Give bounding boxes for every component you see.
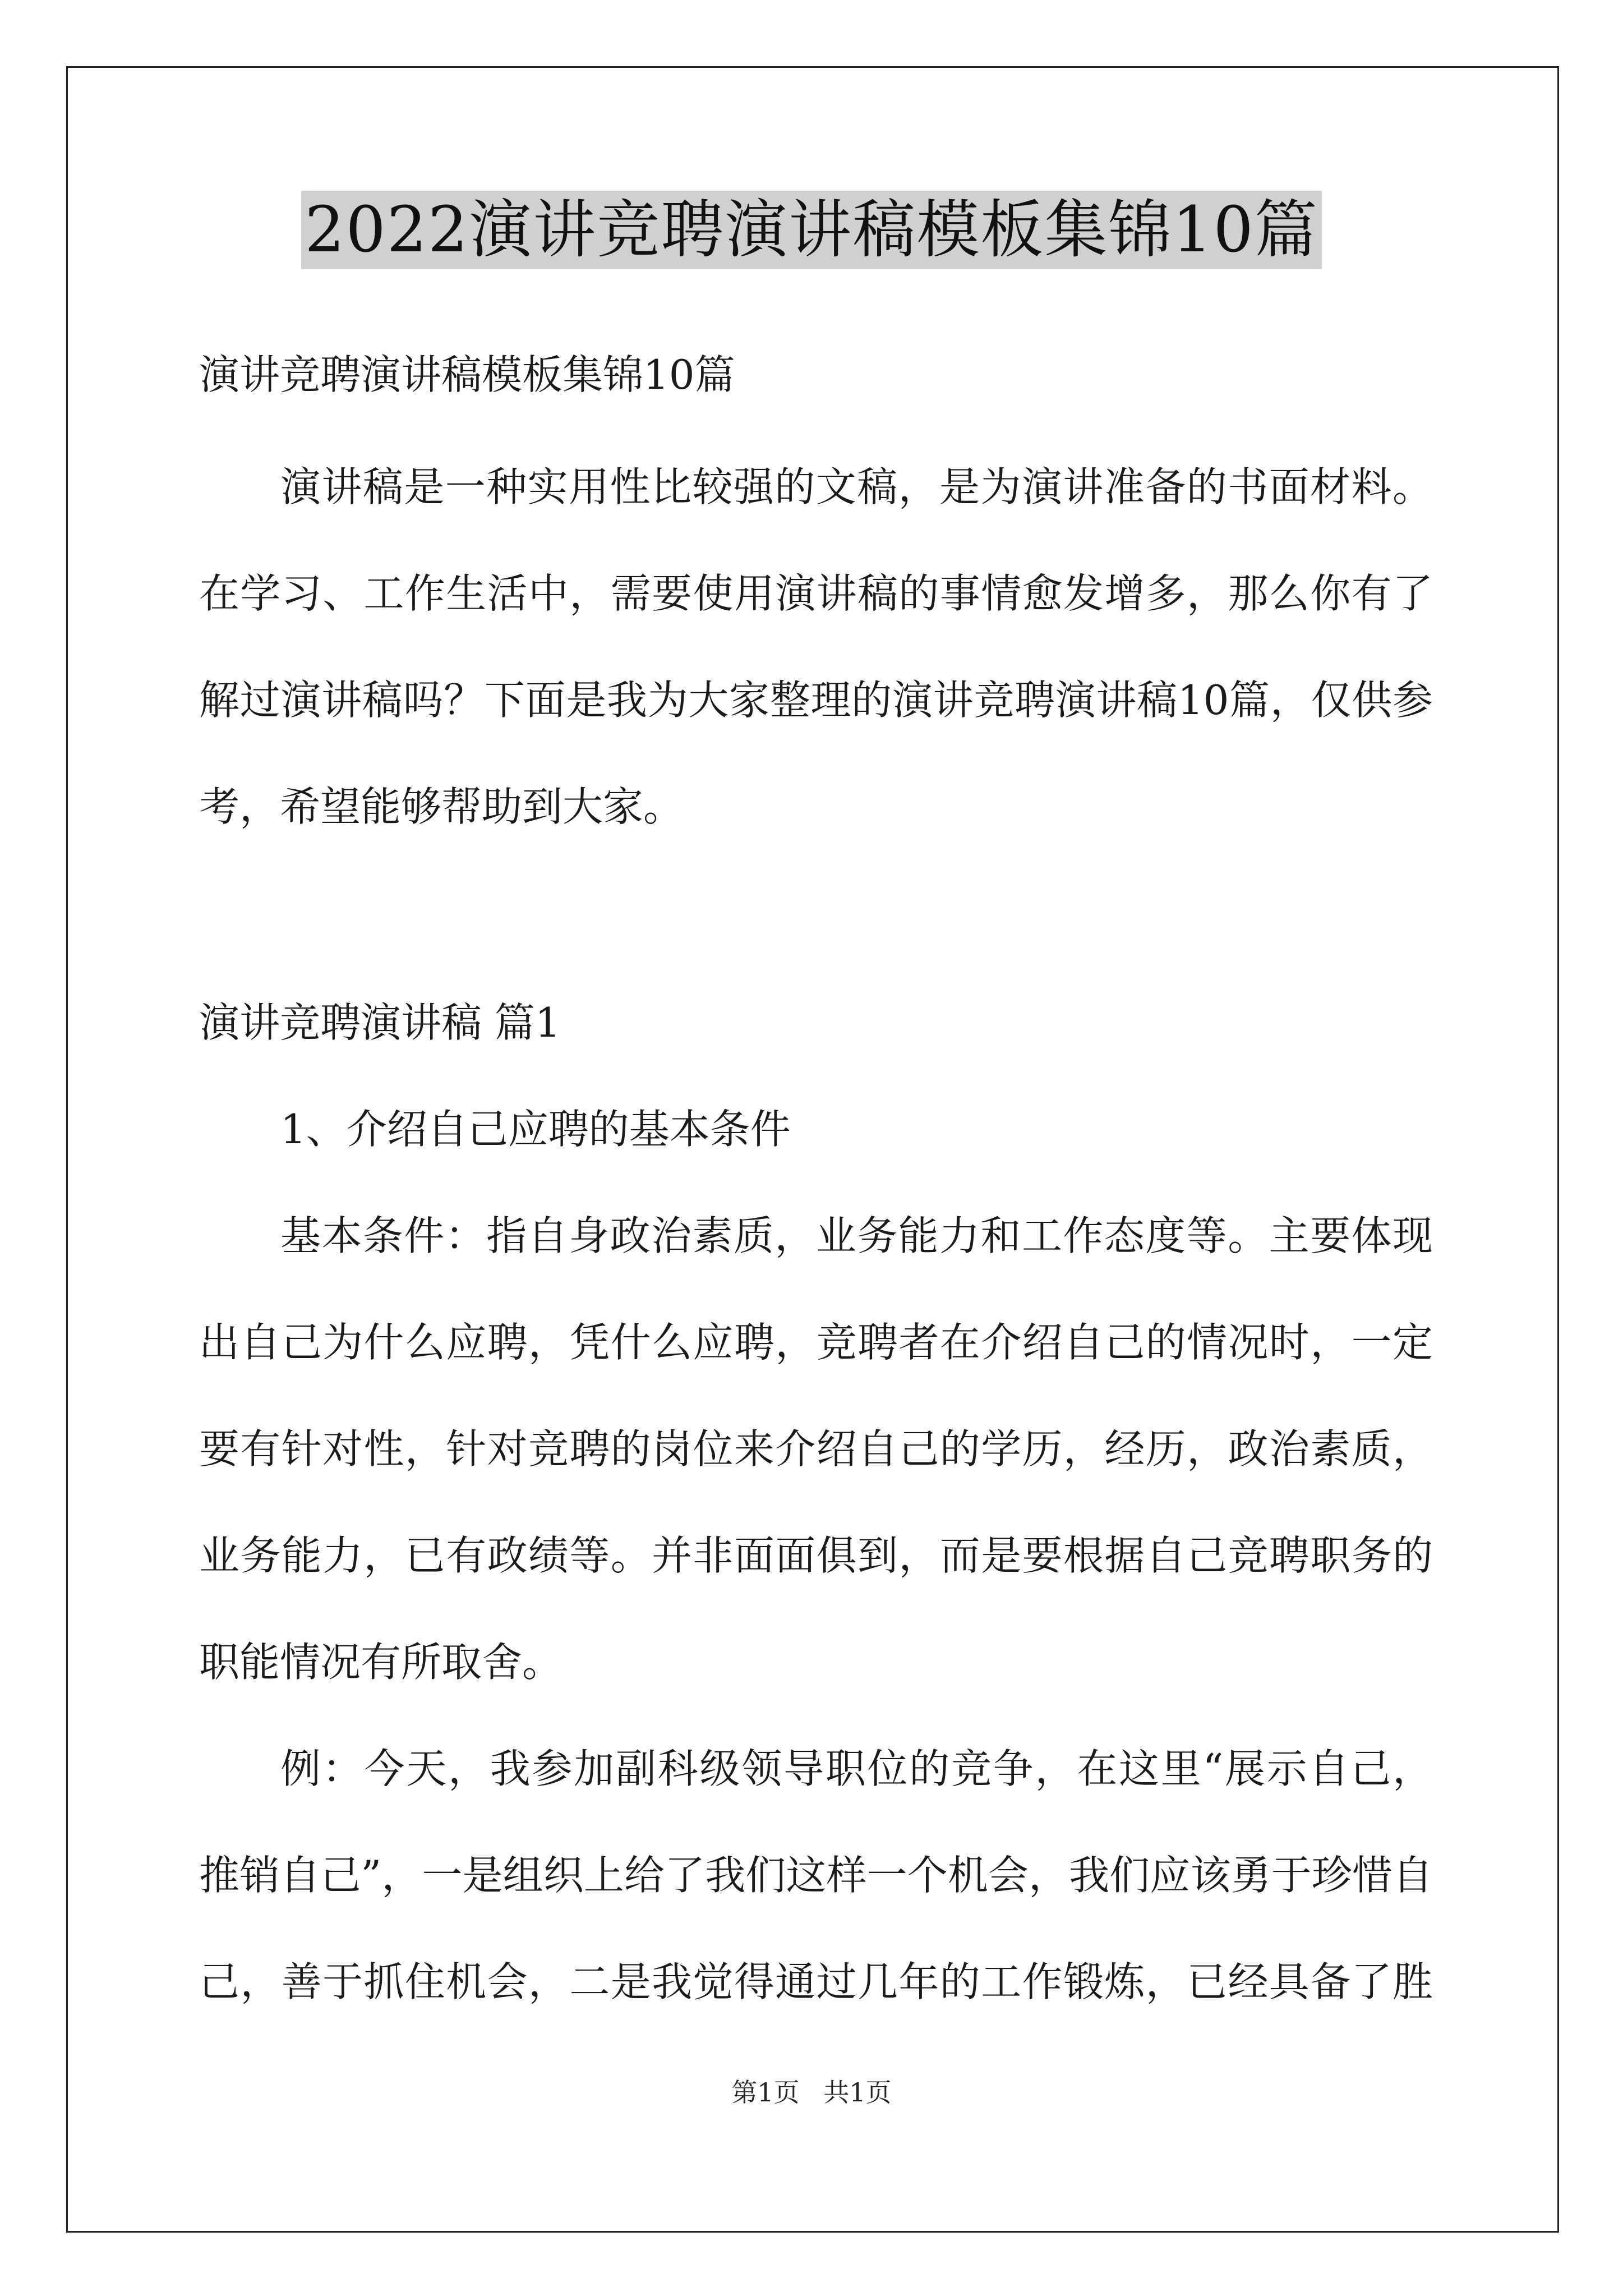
page-number: 第1页 (731, 2077, 800, 2108)
document-title: 2022演讲竞聘演讲稿模板集锦10篇 (301, 191, 1322, 269)
para2-line-1: 例：今天，我参加副科级领导职位的竞争，在这里“展示自己， (280, 1745, 1433, 1792)
section-heading: 演讲竞聘演讲稿 篇1 (199, 999, 561, 1046)
para1-line-4: 业务能力，已有政绩等。并非面面俱到，而是要根据自己竞聘职务的 (199, 1532, 1433, 1579)
para1-line-3: 要有针对性，针对竞聘的岗位来介绍自己的学历，经历，政治素质， (199, 1425, 1433, 1473)
para1-line-1: 基本条件：指自身政治素质，业务能力和工作态度等。主要体现 (280, 1212, 1433, 1259)
intro-line-3: 解过演讲稿吗？下面是我为大家整理的演讲竞聘演讲稿10篇，仅供参 (199, 677, 1433, 724)
para1-line-2: 出自己为什么应聘，凭什么应聘，竞聘者在介绍自己的情况时，一定 (199, 1319, 1433, 1366)
document-subtitle: 演讲竞聘演讲稿模板集锦10篇 (199, 351, 735, 398)
page-total: 共1页 (823, 2077, 892, 2108)
title-container (0, 191, 1623, 269)
page-footer (0, 2076, 1623, 2109)
para2-line-3: 己，善于抓住机会，二是我觉得通过几年的工作锻炼，已经具备了胜 (199, 1958, 1433, 2005)
intro-line-1: 演讲稿是一种实用性比较强的文稿，是为演讲准备的书面材料。 (280, 463, 1433, 510)
item-heading: 1、介绍自己应聘的基本条件 (280, 1106, 791, 1153)
para1-line-5: 职能情况有所取舍。 (199, 1639, 563, 1686)
intro-line-4: 考，希望能够帮助到大家。 (199, 783, 684, 830)
intro-line-2: 在学习、工作生活中，需要使用演讲稿的事情愈发增多，那么你有了 (199, 570, 1433, 617)
para2-line-2: 推销自己”，一是组织上给了我们这样一个机会，我们应该勇于珍惜自 (199, 1852, 1433, 1899)
